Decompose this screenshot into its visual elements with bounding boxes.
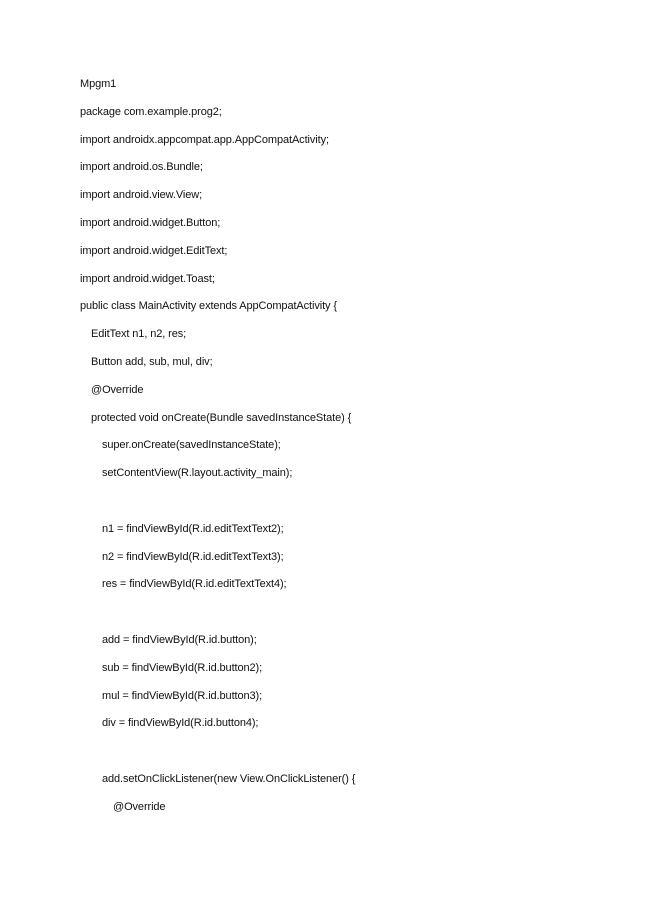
code-line: EditText n1, n2, res;: [91, 328, 187, 341]
code-line: super.onCreate(savedInstanceState);: [102, 439, 281, 452]
code-line: n2 = findViewById(R.id.editTextText3);: [102, 550, 284, 563]
code-line: n1 = findViewById(R.id.editTextText2);: [102, 522, 284, 535]
code-line: Button add, sub, mul, div;: [91, 355, 213, 368]
code-line: @Override: [113, 800, 166, 813]
code-line: res = findViewById(R.id.editTextText4);: [102, 578, 287, 591]
code-line: protected void onCreate(Bundle savedInstanceState) {: [91, 411, 352, 424]
code-line: import android.widget.EditText;: [80, 244, 228, 257]
code-line: add = findViewById(R.id.button);: [102, 633, 257, 646]
code-line: import android.view.View;: [80, 189, 203, 202]
document-body: [80, 78, 600, 829]
code-line: @Override: [91, 383, 144, 396]
code-line: div = findViewById(R.id.button4);: [102, 717, 259, 730]
blank-line: [80, 495, 600, 508]
code-line: import androidx.appcompat.app.AppCompatActivity;: [80, 133, 329, 146]
blank-line: [80, 606, 600, 619]
code-line: setContentView(R.layout.activity_main);: [102, 467, 293, 480]
code-line: sub = findViewById(R.id.button2);: [102, 661, 263, 674]
code-line: add.setOnClickListener(new View.OnClickListener() {: [102, 772, 356, 785]
code-line: package com.example.prog2;: [80, 105, 222, 118]
document-title: Mpgm1: [80, 78, 117, 90]
code-line: import android.widget.Button;: [80, 216, 221, 229]
blank-line: [80, 745, 600, 758]
code-line: public class MainActivity extends AppCompatActivity {: [80, 300, 337, 313]
code-line: import android.widget.Toast;: [80, 272, 215, 285]
code-line: mul = findViewById(R.id.button3);: [102, 689, 263, 702]
code-line: import android.os.Bundle;: [80, 161, 203, 174]
